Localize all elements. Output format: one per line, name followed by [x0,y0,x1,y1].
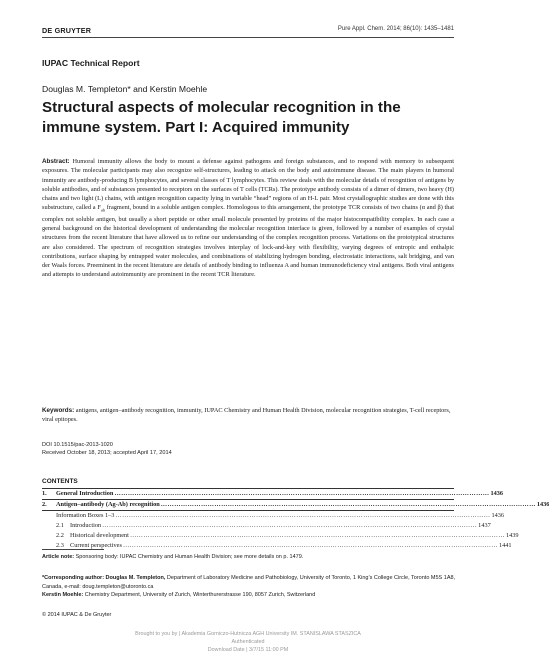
toc-row[interactable]: 1. General Introduction …………………………………………………………………………………………………………………………………………………… 1436 [42,490,504,497]
received-dates: Received October 18, 2013; accepted April 17, 2014 [42,450,172,457]
second-author [42,591,462,600]
second-author-label: Kerstin Moehle: [42,592,84,598]
second-author-text: Chemistry Department, University of Zurich, Winterthurerstrasse 190, 8057 Zurich, Switzerland [84,592,316,598]
doi-block [42,441,172,458]
article-title: Structural aspects of molecular recognition in the immune system. Part I: Acquired immunity [42,99,401,136]
publisher-name: DE GRUYTER [42,26,92,35]
corresponding-author-label: *Corresponding author: Douglas M. Templeton, [42,575,166,581]
keywords-text: antigens, antigen–antibody recognition, immunity, IUPAC Chemistry and Human Health Division, molecular recognition strategies, T-cell receptors, viral epitopes. [42,407,451,424]
article-note-text: Sponsoring body: IUPAC Chemistry and Human Health Division; see more details on p. 1479. [75,554,304,560]
report-type: IUPAC Technical Report [42,58,140,68]
abstract-subscript: ab [100,207,106,213]
abstract [42,157,454,280]
toc-row[interactable]: 2.2 Historical development …………………………………………………………………………………………………………………………………………………… 1439 [56,532,519,539]
table-of-contents [42,488,549,551]
article-note [42,554,303,560]
contents-heading: CONTENTS [42,478,78,485]
keywords [42,406,454,425]
download-watermark: Brought to you by | Akademia Gorniczo-Hutnicza AGH University IM. STANISLAWA STASZICA Authenticated Download Date | 3/7/15 11:00 PM [135,631,361,653]
keywords-label: Keywords: [42,407,75,414]
doi: DOI 10.1515/pac-2013-1020 [42,442,113,448]
abstract-text-part1: Humoral immunity allows the body to mount a defense against pathogens and foreign substances, and to respond with memory to subsequent exposures. The molecular participants may also recognize self-structures, leading to attack on the body and autoimmune disease. The main players in humoral immunity are antibody-producing B lymphocytes, and several classes of T lymphocytes. This review deals with the molecular details of recognition of antigens by soluble antibodies, and of substances presented to receptors on the surfaces of T cells (TCRs). The prototype antibody consists of a dimer of dimers, two heavy (H) chains and two light (L) chains, with antigen recognition capacity lying in variable “head” regions of an H-L pair. Most crystallographic studies are done with this substructure, called a F [42,158,454,212]
journal-reference: Pure Appl. Chem. 2014; 86(10): 1435–1481 [337,26,454,32]
header-divider [42,37,454,38]
copyright: © 2014 IUPAC & De Gruyter [42,612,112,618]
corresponding-author [42,574,462,591]
footnote-divider [42,549,104,550]
author-affiliations [42,574,462,600]
corresponding-author-text: Department of Laboratory Medicine and Pathobiology, University of Toronto, 1 King’s College Circle, Toronto M5S 1A8, Canada, e-mail: doug.templeton@utoronto.ca [42,575,456,590]
article-note-label: Article note: [42,554,75,560]
toc-row[interactable]: 2. Antigen–antibody (Ag-Ab) recognition …………………………………………………………………………………………………………………………………………………… 1436 [42,501,549,508]
abstract-label: Abstract: [42,158,70,165]
toc-row[interactable]: Information Boxes 1–3 …………………………………………………………………………………………………………………………………………………… 1436 [56,512,505,519]
author-list: Douglas M. Templeton* and Kerstin Moehle [42,84,208,94]
toc-row[interactable]: 2.3 Current perspectives …………………………………………………………………………………………………………………………………………………… 1441 [56,542,512,549]
toc-row[interactable]: 2.1 Introduction …………………………………………………………………………………………………………………………………………………… 1437 [56,522,491,529]
abstract-text-part2: fragment, bound in a soluble antigen complex. Homologous to this arrangement, the prototype TCR consists of two chains (α and β) that complex not soluble antigen, but usually a short peptide or other small molecule presented by proteins of the major histocompatibility complex. In each case a general background on the historical development of understanding the molecular recognition interface is given, followed by a number of examples of crystal structures from the recent literature that have allowed us to refine our understanding of the complex recognition process. Variations on the prototypical structures are also considered. The spectrum of recognition strategies involves interplay of lock-and-key with flexibility, varying degrees of entropic and enthalpic contributions, surface shaping by entrapped water molecules, and combinations of stabilizing hydrogen bonding, electrostatic interactions, salt bridging, and van der Waals forces. Preeminent in the recent literature are details of antibody binding to influenza A and human immunodeficiency viral antigens. Both viral antigens and attempts to understand autoimmunity are prominent in the recent TCR literature. [42,204,454,279]
